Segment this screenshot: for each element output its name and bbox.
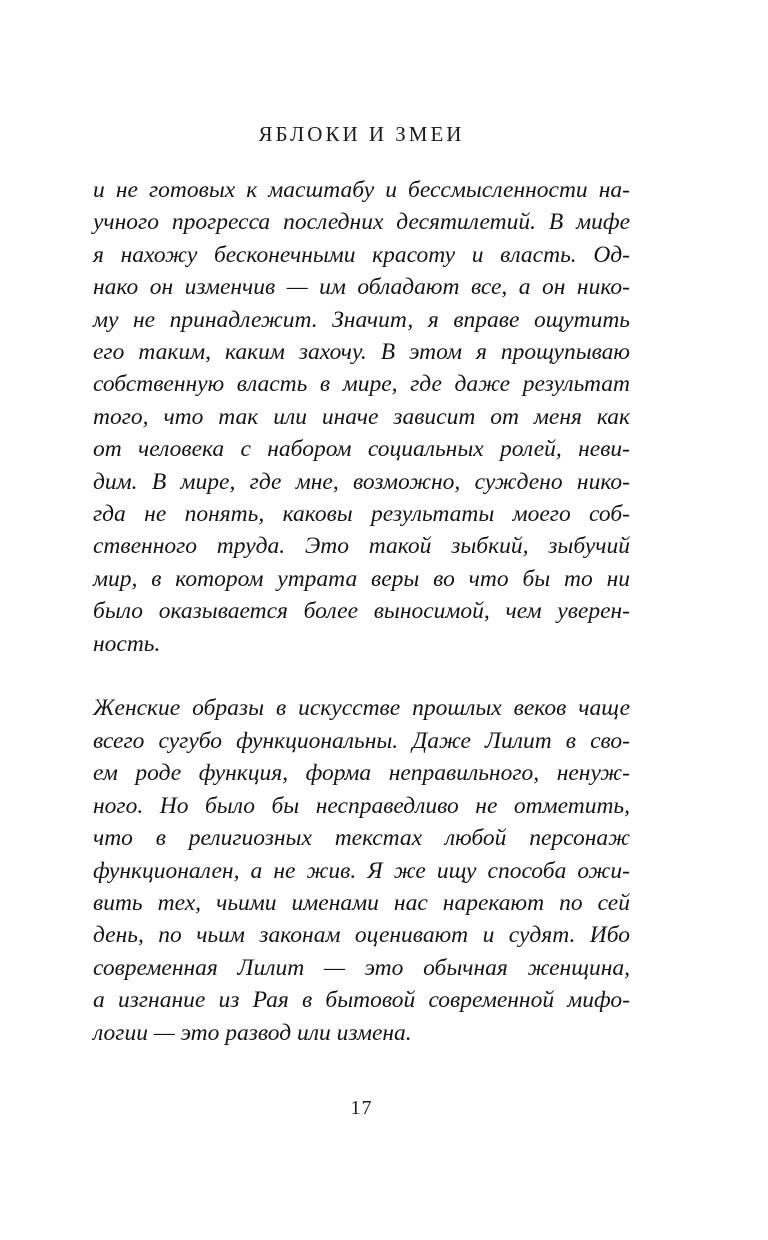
text-line: логии — это развод или измена. bbox=[93, 1019, 412, 1046]
text-line: му не принадлежит. Значит, я вправе ощутить bbox=[93, 306, 630, 333]
text-line: ность. bbox=[93, 630, 161, 657]
text-line: функционален, а не жив. Я же ищу способа ожи- bbox=[93, 857, 630, 884]
text-line: что в религиозных текстах любой персонаж bbox=[93, 825, 630, 852]
text-line: день, по чьим законам оценивают и судят. Ибо bbox=[93, 922, 630, 949]
text-line: собственную власть в мире, где даже результат bbox=[93, 371, 630, 398]
text-line: его таким, каким захочу. В этом я прощупываю bbox=[93, 339, 630, 366]
text-line: нако он изменчив — им обладают все, а он нико- bbox=[93, 274, 630, 301]
paragraph-2 bbox=[93, 692, 630, 1048]
text-line: от человека с набором социальных ролей, неви- bbox=[93, 436, 630, 463]
text-line: ного. Но было бы несправедливо не отметить, bbox=[93, 792, 630, 819]
text-line: ем роде функция, форма неправильного, ненуж- bbox=[93, 760, 630, 787]
text-line: того, что так или иначе зависит от меня как bbox=[93, 403, 630, 430]
page-number: 17 bbox=[350, 1097, 373, 1119]
text-line: я нахожу бесконечными красоту и власть. Од- bbox=[93, 241, 630, 268]
text-line: было оказывается более выносимой, чем уверен- bbox=[93, 598, 630, 625]
text-line: Женские образы в искусстве прошлых веков чаще bbox=[93, 695, 630, 722]
text-line: современная Лилит — это обычная женщина, bbox=[93, 954, 630, 981]
text-line: всего сугубо функциональны. Даже Лилит в сво- bbox=[93, 727, 630, 754]
paragraph-1 bbox=[93, 174, 630, 660]
running-header: ЯБЛОКИ И ЗМЕИ bbox=[258, 122, 465, 146]
text-line: учного прогресса последних десятилетий. В мифе bbox=[93, 209, 630, 236]
text-line: мир, в котором утрата веры во что бы то ни bbox=[93, 565, 630, 592]
text-line: вить тех, чьими именами нас нарекают по сей bbox=[93, 889, 630, 916]
text-line: ственного труда. Это такой зыбкий, зыбучий bbox=[93, 533, 630, 560]
text-line: дим. В мире, где мне, возможно, суждено нико- bbox=[93, 468, 630, 495]
text-line: а изгнание из Рая в бытовой современной мифо- bbox=[93, 987, 630, 1014]
text-line: гда не понять, каковы результаты моего соб- bbox=[93, 501, 630, 528]
text-block bbox=[93, 174, 630, 1049]
text-line: и не готовых к масштабу и бессмысленности на- bbox=[93, 177, 630, 203]
